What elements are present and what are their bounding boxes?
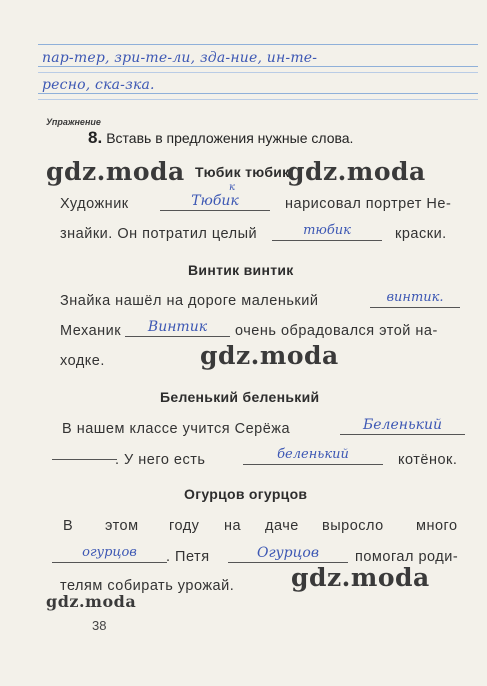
sentence-word: В xyxy=(63,518,74,534)
sentence-text: ходке. xyxy=(60,353,105,369)
watermark-text: gdz.moda xyxy=(46,592,137,611)
answer-blank xyxy=(52,441,117,460)
ruled-line xyxy=(38,66,478,67)
sentence-text: В нашем классе учится Серёжа xyxy=(62,421,291,437)
sentence-text: Художник xyxy=(60,196,129,212)
answer-blank: беленький xyxy=(243,446,383,465)
sentence-text: очень обрадовался этой на- xyxy=(235,323,438,339)
sentence-word: на xyxy=(224,518,242,534)
exercise-label: Упражнение xyxy=(46,117,101,127)
page-number: 38 xyxy=(92,618,107,633)
exercise-number: 8. xyxy=(88,128,103,147)
answer-blank: Винтик xyxy=(125,318,230,337)
sentence-word: этом xyxy=(105,518,139,534)
answer-blank: Тюбик xyxy=(160,192,270,211)
section-heading: Тюбик тюбик xyxy=(195,164,290,180)
sentence-word: даче xyxy=(265,518,299,534)
handwritten-line: ресно, ска-зка. xyxy=(42,77,155,93)
section-heading: Огурцов огурцов xyxy=(184,486,308,502)
sentence-word: много xyxy=(416,518,458,534)
answer-blank: винтик. xyxy=(370,289,460,308)
ruled-line xyxy=(38,72,478,73)
sentence-word: году xyxy=(169,518,200,534)
watermark-text: gdz.moda xyxy=(200,341,339,370)
exercise-title xyxy=(88,128,353,148)
sentence-text: . Петя xyxy=(166,549,210,565)
sentence-text: котёнок. xyxy=(398,452,458,468)
watermark-text: gdz.moda xyxy=(287,157,426,186)
ruled-line xyxy=(38,44,478,45)
answer-blank: Беленький xyxy=(340,416,465,435)
sentence-text: краски. xyxy=(395,226,447,242)
exercise-instruction: Вставь в предложения нужные слова. xyxy=(106,130,354,146)
ruled-line xyxy=(38,99,478,100)
sentence-text: . У него есть xyxy=(115,452,206,468)
section-heading: Винтик винтик xyxy=(188,262,294,278)
sentence-word: выросло xyxy=(322,518,384,534)
sentence-text: помогал роди- xyxy=(355,549,459,565)
ruled-line xyxy=(38,93,478,94)
handwritten-line: пар-тер, зри-те-ли, зда-ние, ин-те- xyxy=(42,50,318,66)
watermark-text: gdz.moda xyxy=(46,157,185,186)
answer-blank: тюбик xyxy=(272,222,382,241)
sentence-text: знайки. Он потратил целый xyxy=(60,226,258,242)
answer-blank: огурцов xyxy=(52,544,167,563)
correction-mark: к xyxy=(229,182,235,193)
sentence-text: нарисовал портрет Не- xyxy=(285,196,452,212)
sentence-text: Знайка нашёл на дороге маленький xyxy=(60,293,319,309)
section-heading: Беленький беленький xyxy=(160,389,320,405)
sentence-text: телям собирать урожай. xyxy=(60,578,235,594)
answer-blank: Огурцов xyxy=(228,544,348,563)
sentence-text: Механик xyxy=(60,323,122,339)
watermark-text: gdz.moda xyxy=(291,563,430,592)
